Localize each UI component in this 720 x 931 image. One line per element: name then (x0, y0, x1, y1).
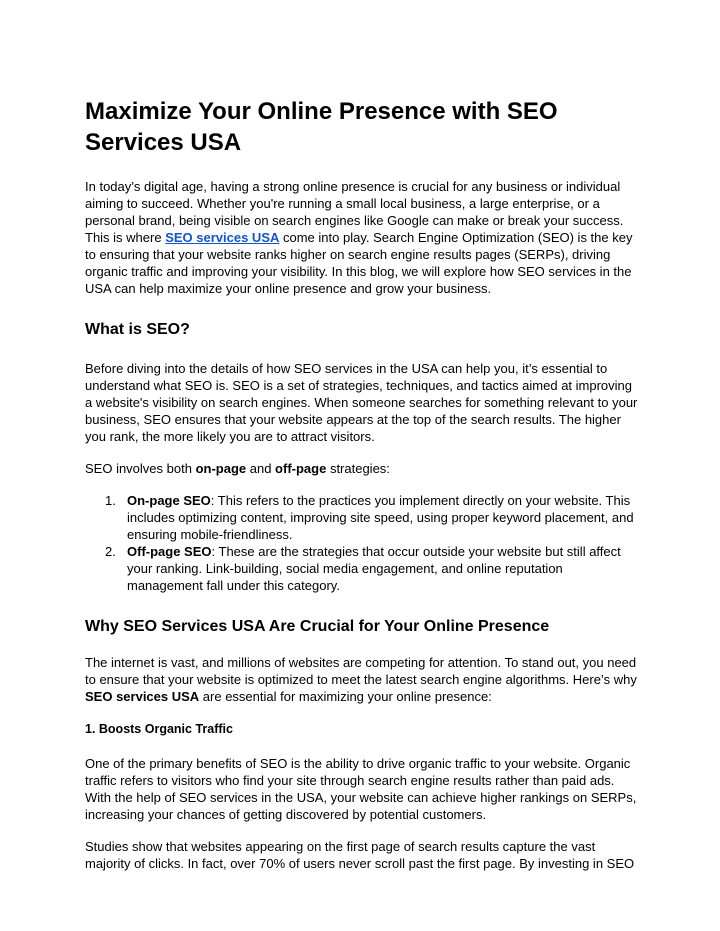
list-item-title: Off-page SEO (127, 544, 212, 559)
involves-mid: and (246, 461, 276, 476)
seo-involves-paragraph (85, 460, 641, 477)
involves-on-page: on-page (195, 461, 247, 476)
list-item-title: On-page SEO (127, 493, 211, 508)
organic-traffic-paragraph: One of the primary benefits of SEO is the ability to drive organic traffic to your website. Organic traffic refers to visitors who find your site through search engine results rather than paid ads. With the help of SEO services in the USA, your website can achieve higher rankings on SERPs, increasing your chances of getting discovered by potential customers. (85, 756, 637, 822)
list-item-text: : These are the strategies that occur outside your website but still affect your ranking. Link-building, social media engagement, and online reputation management fall under this category. (127, 544, 621, 593)
page-title: Maximize Your Online Presence with SEO Services USA (85, 98, 558, 156)
list-item (85, 543, 641, 594)
list-item-number: 2. (105, 544, 116, 559)
seo-services-usa-link[interactable]: SEO services USA (165, 230, 280, 245)
intro-paragraph (85, 178, 641, 297)
why-seo-paragraph (85, 654, 641, 705)
intro-text-before-link: In today’s digital age, having a strong online presence is crucial for any business or individual aiming to succeed. Whether you're running a small local business, a large enterprise, or a personal brand, being visible on search engines like Google can make or break your success. This is where (85, 179, 624, 245)
why-seo-prefix: The internet is vast, and millions of websites are competing for attention. To stand out, you need to ensure that your website is optimized to meet the latest search engine algorithms. Here’s why (85, 655, 637, 687)
heading-boosts-organic-traffic: 1. Boosts Organic Traffic (85, 722, 233, 736)
involves-prefix: SEO involves both (85, 461, 196, 476)
involves-suffix: strategies: (326, 461, 390, 476)
list-item-text: : This refers to the practices you implement directly on your website. This includes optimizing content, improving site speed, using proper keyword placement, and ensuring mobile-friendliness. (127, 493, 634, 542)
intro-text-after-link: come into play. Search Engine Optimization (SEO) is the key to ensuring that your website ranks higher on search engine results pages (SERPs), driving organic traffic and improving your visibility. In this blog, we will explore how SEO services in the USA can help maximize your online presence and grow your business. (85, 230, 633, 296)
heading-why-seo-services: Why SEO Services USA Are Crucial for Your Online Presence (85, 618, 550, 635)
heading-what-is-seo: What is SEO? (85, 321, 190, 338)
seo-types-list (85, 492, 641, 594)
list-item-number: 1. (105, 493, 116, 508)
why-seo-suffix: are essential for maximizing your online presence: (199, 689, 492, 704)
list-item (85, 492, 641, 543)
document-content (85, 96, 641, 872)
studies-paragraph: Studies show that websites appearing on the first page of search results capture the vast majority of clicks. In fact, over 70% of users never scroll past the first page. By investing in SEO (85, 839, 635, 871)
what-is-seo-paragraph: Before diving into the details of how SEO services in the USA can help you, it’s essential to understand what SEO is. SEO is a set of strategies, techniques, and tactics aimed at improving a website's visibility on search engines. When someone searches for something relevant to your business, SEO ensures that your website appears at the top of the search results. The higher you rank, the more likely you are to attract visitors. (85, 361, 638, 444)
why-seo-bold: SEO services USA (85, 689, 200, 704)
involves-off-page: off-page (275, 461, 327, 476)
